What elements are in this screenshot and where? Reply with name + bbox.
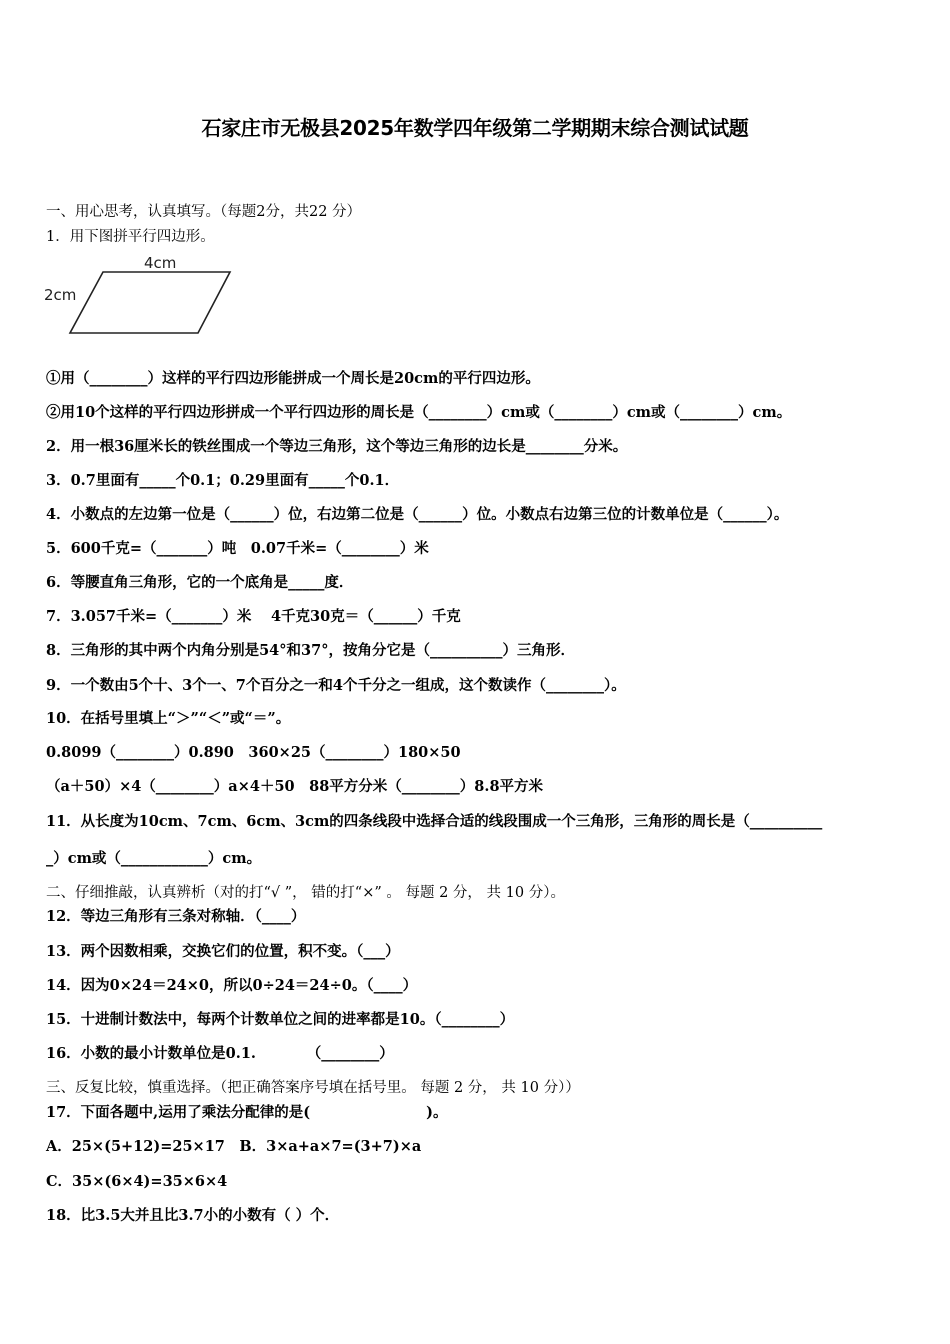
page-title: 石家庄市无极县2025年数学四年级第二学期期末综合测试试题 — [201, 116, 749, 140]
question-17-options-ab: A．25×(5+12)=25×17 B．3×a+a×7=(3+7)×a — [46, 1138, 422, 1155]
question-8: 8．三角形的其中两个内角分别是54°和37°，按角分它是（__________）三角形． — [46, 642, 575, 659]
parallelogram-shape — [70, 272, 230, 333]
question-16: 16．小数的最小计数单位是0.1. （________） — [46, 1045, 394, 1062]
question-10-row-1: 0.8099（________）0.890 360×25（________）180×50 — [46, 744, 461, 761]
question-7: 7．3.057千米=（_______）米 4千克30克＝（______）千克 — [46, 608, 461, 625]
question-2: 2．用一根36厘米长的铁丝围成一个等边三角形，这个等边三角形的边长是________分米。 — [46, 438, 628, 455]
question-3: 3．0.7里面有_____个0.1；0.29里面有_____个0.1． — [46, 472, 400, 489]
question-13: 13．两个因数相乘，交换它们的位置，积不变。（___） — [46, 943, 400, 960]
section-2-heading: 二、仔细推敲，认真辨析（对的打“√ ”， 错的打“×” 。 每题 2 分， 共 10 分）。 — [46, 885, 565, 901]
section-1-heading: 一、用心思考，认真填写。（每题2分，共22 分） — [46, 204, 362, 220]
question-17-option-c: C．35×(6×4)=35×6×4 — [46, 1173, 228, 1190]
question-1-part-1: ①用（________）这样的平行四边形能拼成一个周长是20cm的平行四边形。 — [46, 370, 540, 387]
question-4: 4．小数点的左边第一位是（______）位，右边第二位是（______）位。小数点右边第三位的计数单位是（______）。 — [46, 506, 789, 523]
question-10: 10．在括号里填上“＞”“＜”或“＝”。 — [46, 710, 291, 727]
question-5: 5．600千克=（_______）吨 0.07千米=（________）米 — [46, 540, 429, 557]
question-11-cont: _）cm或（____________）cm。 — [46, 850, 262, 867]
question-6: 6．等腰直角三角形，它的一个底角是_____度． — [46, 574, 354, 591]
question-17: 17．下面各题中,运用了乘法分配律的是( )。 — [46, 1104, 448, 1121]
question-15: 15．十进制计数法中，每两个计数单位之间的进率都是10。（________） — [46, 1011, 515, 1028]
question-1-part-2: ②用10个这样的平行四边形拼成一个平行四边形的周长是（________）cm或（________）cm或（________）cm。 — [46, 404, 792, 421]
question-14: 14．因为0×24＝24×0，所以0÷24＝24÷0。（____） — [46, 977, 418, 994]
question-11: 11．从长度为10cm、7cm、6cm、3cm的四条线段中选择合适的线段围成一个三角形，三角形的周长是（__________ — [46, 813, 823, 830]
question-10-row-2: （a＋50）×4（________）a×4＋50 88平方分米（________）8.8平方米 — [46, 778, 544, 795]
section-3-heading: 三、反复比较，慎重选择。（把正确答案序号填在括号里。 每题 2 分， 共 10 分）） — [46, 1080, 580, 1096]
question-9: 9．一个数由5个十、3个一、7个百分之一和4个千分之一组成，这个数读作（________）。 — [46, 677, 626, 694]
question-1: 1．用下图拼平行四边形。 — [46, 229, 215, 245]
label-2cm: 2cm — [44, 286, 77, 304]
question-18: 18．比3.5大并且比3.7小的小数有（ ）个． — [46, 1207, 340, 1224]
label-4cm: 4cm — [144, 254, 177, 272]
question-12: 12．等边三角形有三条对称轴．（____） — [46, 908, 306, 925]
parallelogram-figure — [40, 252, 240, 342]
